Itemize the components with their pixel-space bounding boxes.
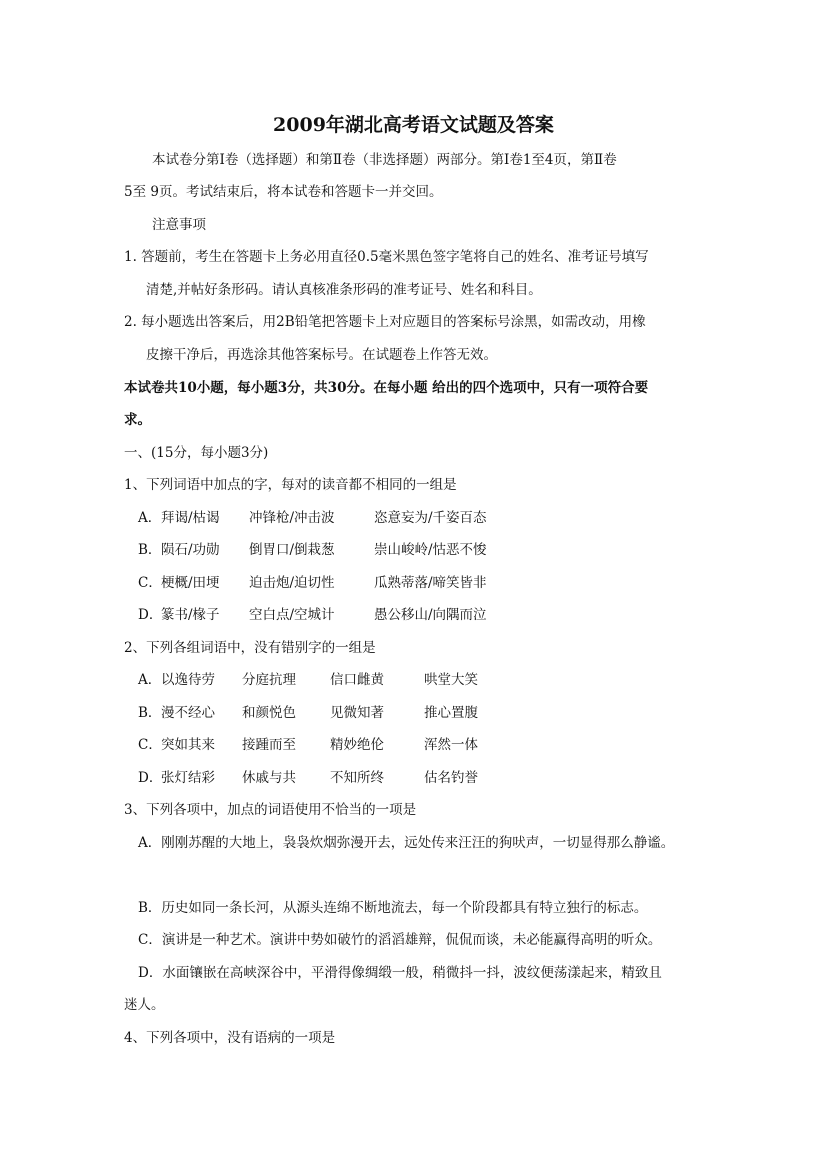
section-1-heading: 一、(15分，每小题3分) xyxy=(124,445,269,461)
option-term: 篆书/椽子 xyxy=(161,607,220,623)
option-term: 以逸待劳 xyxy=(161,672,215,688)
notice-heading: 注意事项 xyxy=(152,217,206,233)
option-label: C． xyxy=(138,575,162,591)
option-term: 拜谒/枯谒 xyxy=(161,510,220,526)
option-term: 迫击炮/迫切性 xyxy=(249,575,335,591)
q3-option-c: C．演讲是一种艺术。演讲中势如破竹的滔滔雄辩，侃侃而谈，未必能赢得高明的听众。 xyxy=(138,932,662,948)
option-term: 浑然一体 xyxy=(424,737,478,753)
q3-option-a: A．刚刚苏醒的大地上，袅袅炊烟弥漫开去，远处传来汪汪的狗吠声，一切显得那么静谧。 xyxy=(138,835,675,851)
option-label: D． xyxy=(138,770,163,786)
option-term: 梗概/田埂 xyxy=(161,575,220,591)
option-term: 哄堂大笑 xyxy=(424,672,478,688)
bold-note-line-2: 求。 xyxy=(124,412,151,428)
option-term: 精妙绝伦 xyxy=(330,737,384,753)
option-term: 空白点/空城计 xyxy=(249,607,335,623)
question-2-stem: 2、下列各组词语中，没有错别字的一组是 xyxy=(124,640,376,656)
intro-line-2: 5至 9页。考试结束后，将本试卷和答题卡一并交回。 xyxy=(124,184,443,200)
notice-item-1-line-2: 清楚,并帖好条形码。请认真核准条形码的准考证号、姓名和科目。 xyxy=(146,282,542,298)
option-term: 恣意妄为/千姿百态 xyxy=(374,510,487,526)
option-term: 和颜悦色 xyxy=(242,705,296,721)
option-term: 接踵而至 xyxy=(242,737,296,753)
option-term: 推心置腹 xyxy=(424,705,478,721)
q3-option-d-line-1: D．水面镶嵌在高峡深谷中，平滑得像绸缎一般，稍微抖一抖，波纹便荡漾起来，精致且 xyxy=(138,965,662,981)
option-term: 不知所终 xyxy=(330,770,384,786)
option-term: 崇山峻岭/怙恶不悛 xyxy=(374,542,487,558)
page-title: 2009年湖北高考语文试题及答案 xyxy=(273,114,554,136)
option-term: 倒胃口/倒栽葱 xyxy=(249,542,335,558)
notice-item-2-line-2: 皮擦干净后，再选涂其他答案标号。在试题卷上作答无效。 xyxy=(146,347,497,363)
option-label: B． xyxy=(138,542,162,558)
notice-item-1-line-1: 1. 答题前，考生在答题卡上务必用直径0.5毫米黑色签字笔将自己的姓名、准考证号填写 xyxy=(124,249,649,265)
option-label: A． xyxy=(138,672,162,688)
intro-line-1: 本试卷分第Ⅰ卷（选择题）和第Ⅱ卷（非选择题）两部分。第Ⅰ卷1至4页，第Ⅱ卷 xyxy=(152,152,617,168)
question-1-stem: 1、下列词语中加点的字，每对的读音都不相同的一组是 xyxy=(124,477,457,493)
bold-note-line-1: 本试卷共10小题，每小题3分，共30分。在每小题 给出的四个选项中，只有一项符合要 xyxy=(124,380,649,396)
option-term: 冲锋枪/冲击波 xyxy=(249,510,335,526)
option-term: 突如其来 xyxy=(161,737,215,753)
option-term: 估名钓誉 xyxy=(424,770,478,786)
option-label: B． xyxy=(138,705,162,721)
question-4-stem: 4、下列各项中，没有语病的一项是 xyxy=(124,1030,336,1046)
q3-option-d-line-2: 迷人。 xyxy=(124,997,165,1013)
option-term: 分庭抗理 xyxy=(242,672,296,688)
option-term: 休戚与共 xyxy=(242,770,296,786)
option-term: 见微知著 xyxy=(330,705,384,721)
notice-item-2-line-1: 2. 每小题选出答案后，用2B铅笔把答题卡上对应题目的答案标号涂黑，如需改动，用橡 xyxy=(124,314,646,330)
option-term: 漫不经心 xyxy=(161,705,215,721)
option-label: A． xyxy=(138,510,162,526)
option-term: 陨石/功勋 xyxy=(161,542,220,558)
option-term: 信口雌黄 xyxy=(330,672,384,688)
option-term: 张灯结彩 xyxy=(161,770,215,786)
option-term: 愚公移山/向隅而泣 xyxy=(374,607,487,623)
q3-option-b: B．历史如同一条长河，从源头连绵不断地流去，每一个阶段都具有特立独行的标志。 xyxy=(138,900,648,916)
option-term: 瓜熟蒂落/啼笑皆非 xyxy=(374,575,487,591)
option-label: D． xyxy=(138,607,163,623)
question-3-stem: 3、下列各项中，加点的词语使用不恰当的一项是 xyxy=(124,802,417,818)
option-label: C． xyxy=(138,737,162,753)
